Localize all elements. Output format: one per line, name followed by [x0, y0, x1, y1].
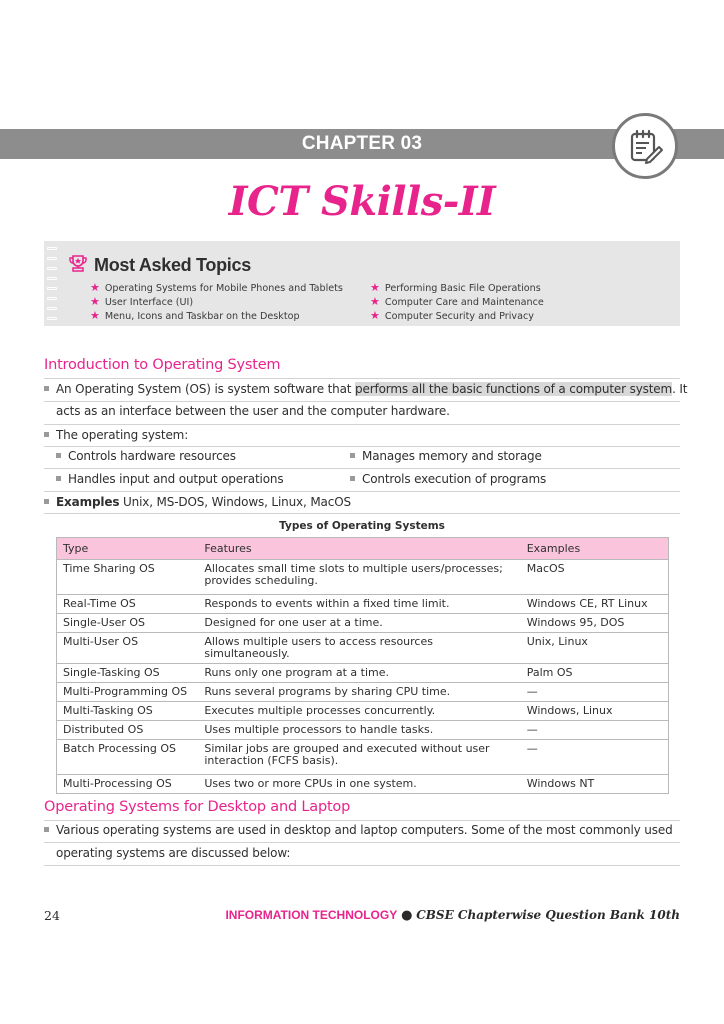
- divider: [44, 401, 680, 402]
- table-cell: Multi-Programming OS: [57, 683, 199, 702]
- function-item: Controls hardware resources: [56, 449, 236, 463]
- topic-item: ★ Computer Care and Maintenance: [370, 295, 544, 308]
- table-header-cell: Features: [198, 538, 520, 560]
- divider: [44, 446, 680, 447]
- table-row: [57, 702, 669, 721]
- highlighted-text: performs all the basic functions of a computer system: [355, 382, 673, 396]
- topic-item: ★ Performing Basic File Operations: [370, 281, 541, 294]
- topics-heading-text: Most Asked Topics: [94, 254, 251, 275]
- table-row: [57, 664, 669, 683]
- star-icon: ★: [370, 281, 380, 294]
- table-cell: MacOS: [521, 560, 669, 595]
- bullet-icon: [56, 476, 61, 481]
- intro-paragraph-line-1: An Operating System (OS) is system software that performs all the basic functions of a computer system. It: [44, 382, 687, 396]
- table-cell: Palm OS: [521, 664, 669, 683]
- star-icon: ★: [90, 309, 100, 322]
- intro-paragraph-line-2: acts as an interface between the user and the computer hardware.: [56, 404, 450, 418]
- table-row: [57, 721, 669, 740]
- topics-left-list: [90, 281, 343, 323]
- section-heading-desktop: Operating Systems for Desktop and Laptop: [44, 799, 351, 815]
- topic-item: ★ Operating Systems for Mobile Phones and Tablets: [90, 281, 343, 294]
- examples-line: Examples Unix, MS-DOS, Windows, Linux, MacOS: [44, 495, 351, 509]
- desktop-paragraph-line-2: operating systems are discussed below:: [56, 846, 291, 860]
- table-cell: Batch Processing OS: [57, 740, 199, 775]
- table-cell: Uses two or more CPUs in one system.: [198, 775, 520, 794]
- table-cell: Similar jobs are grouped and executed without user interaction (FCFS basis).: [198, 740, 520, 775]
- function-item: Manages memory and storage: [350, 449, 542, 463]
- table-row: [57, 775, 669, 794]
- topics-heading: [68, 253, 251, 277]
- table-cell: Multi-Processing OS: [57, 775, 199, 794]
- table-header-row: [57, 538, 669, 560]
- function-item: Controls execution of programs: [350, 472, 546, 486]
- trophy-icon: [68, 253, 94, 277]
- table-cell: Unix, Linux: [521, 633, 669, 664]
- table-cell: Single-Tasking OS: [57, 664, 199, 683]
- star-icon: ★: [90, 281, 100, 294]
- table-cell: Distributed OS: [57, 721, 199, 740]
- table-row: [57, 595, 669, 614]
- topic-item: ★ User Interface (UI): [90, 295, 194, 308]
- table-cell: Single-User OS: [57, 614, 199, 633]
- footer-book-title: CBSE Chapterwise Question Bank 10th: [416, 908, 680, 922]
- table-cell: Time Sharing OS: [57, 560, 199, 595]
- table-cell: —: [521, 740, 669, 775]
- bullet-icon: [44, 499, 49, 504]
- footer-subject: INFORMATION TECHNOLOGY: [225, 908, 398, 922]
- table-row: [57, 560, 669, 595]
- table-row: [57, 633, 669, 664]
- table-cell: —: [521, 683, 669, 702]
- divider: [44, 842, 680, 843]
- os-types-table: [56, 537, 669, 794]
- table-cell: Windows NT: [521, 775, 669, 794]
- bullet-icon: [350, 453, 355, 458]
- table-cell: Allows multiple users to access resources simultaneously.: [198, 633, 520, 664]
- table-cell: Responds to events within a fixed time limit.: [198, 595, 520, 614]
- table-cell: Executes multiple processes concurrently.: [198, 702, 520, 721]
- table-cell: —: [521, 721, 669, 740]
- most-asked-topics-box: [44, 241, 680, 326]
- section-heading-intro: Introduction to Operating System: [44, 357, 281, 373]
- divider: [44, 865, 680, 866]
- intro-paragraph-2: The operating system:: [44, 428, 188, 442]
- chapter-title: ICT Skills-II: [228, 178, 496, 225]
- table-row: [57, 740, 669, 775]
- table-cell: Real-Time OS: [57, 595, 199, 614]
- topic-item: ★ Menu, Icons and Taskbar on the Desktop: [90, 309, 300, 322]
- bullet-icon: [56, 453, 61, 458]
- bullet-icon: [44, 386, 49, 391]
- star-icon: ★: [90, 295, 100, 308]
- examples-label: Examples: [56, 495, 120, 509]
- footer-running-title: [225, 908, 680, 923]
- topics-right-list: [370, 281, 544, 323]
- divider: [44, 513, 680, 514]
- star-icon: ★: [370, 295, 380, 308]
- divider: [44, 468, 680, 469]
- divider: [44, 491, 680, 492]
- table-cell: Runs several programs by sharing CPU time.: [198, 683, 520, 702]
- table-cell: Windows CE, RT Linux: [521, 595, 669, 614]
- bullet-icon: [350, 476, 355, 481]
- notepad-pencil-icon: [612, 113, 678, 179]
- chapter-label: CHAPTER 03: [301, 133, 423, 154]
- notebook-spiral: [44, 243, 60, 325]
- table-caption: Types of Operating Systems: [279, 520, 445, 532]
- divider: [44, 424, 680, 425]
- table-row: [57, 614, 669, 633]
- star-icon: ★: [370, 309, 380, 322]
- table-cell: Windows, Linux: [521, 702, 669, 721]
- footer-separator: ●: [401, 908, 413, 923]
- function-item: Handles input and output operations: [56, 472, 283, 486]
- table-cell: Allocates small time slots to multiple users/processes; provides scheduling.: [198, 560, 520, 595]
- table-header-cell: Type: [57, 538, 199, 560]
- topic-item: ★ Computer Security and Privacy: [370, 309, 534, 322]
- table-cell: Windows 95, DOS: [521, 614, 669, 633]
- table-cell: Uses multiple processors to handle tasks.: [198, 721, 520, 740]
- desktop-paragraph-line-1: Various operating systems are used in desktop and laptop computers. Some of the most commonly used: [44, 823, 673, 837]
- table-cell: Multi-User OS: [57, 633, 199, 664]
- page-number: 24: [44, 908, 60, 923]
- divider: [44, 378, 680, 379]
- bullet-icon: [44, 827, 49, 832]
- table-row: [57, 683, 669, 702]
- bullet-icon: [44, 432, 49, 437]
- table-header-cell: Examples: [521, 538, 669, 560]
- divider: [44, 820, 680, 821]
- table-cell: Runs only one program at a time.: [198, 664, 520, 683]
- table-cell: Multi-Tasking OS: [57, 702, 199, 721]
- table-cell: Designed for one user at a time.: [198, 614, 520, 633]
